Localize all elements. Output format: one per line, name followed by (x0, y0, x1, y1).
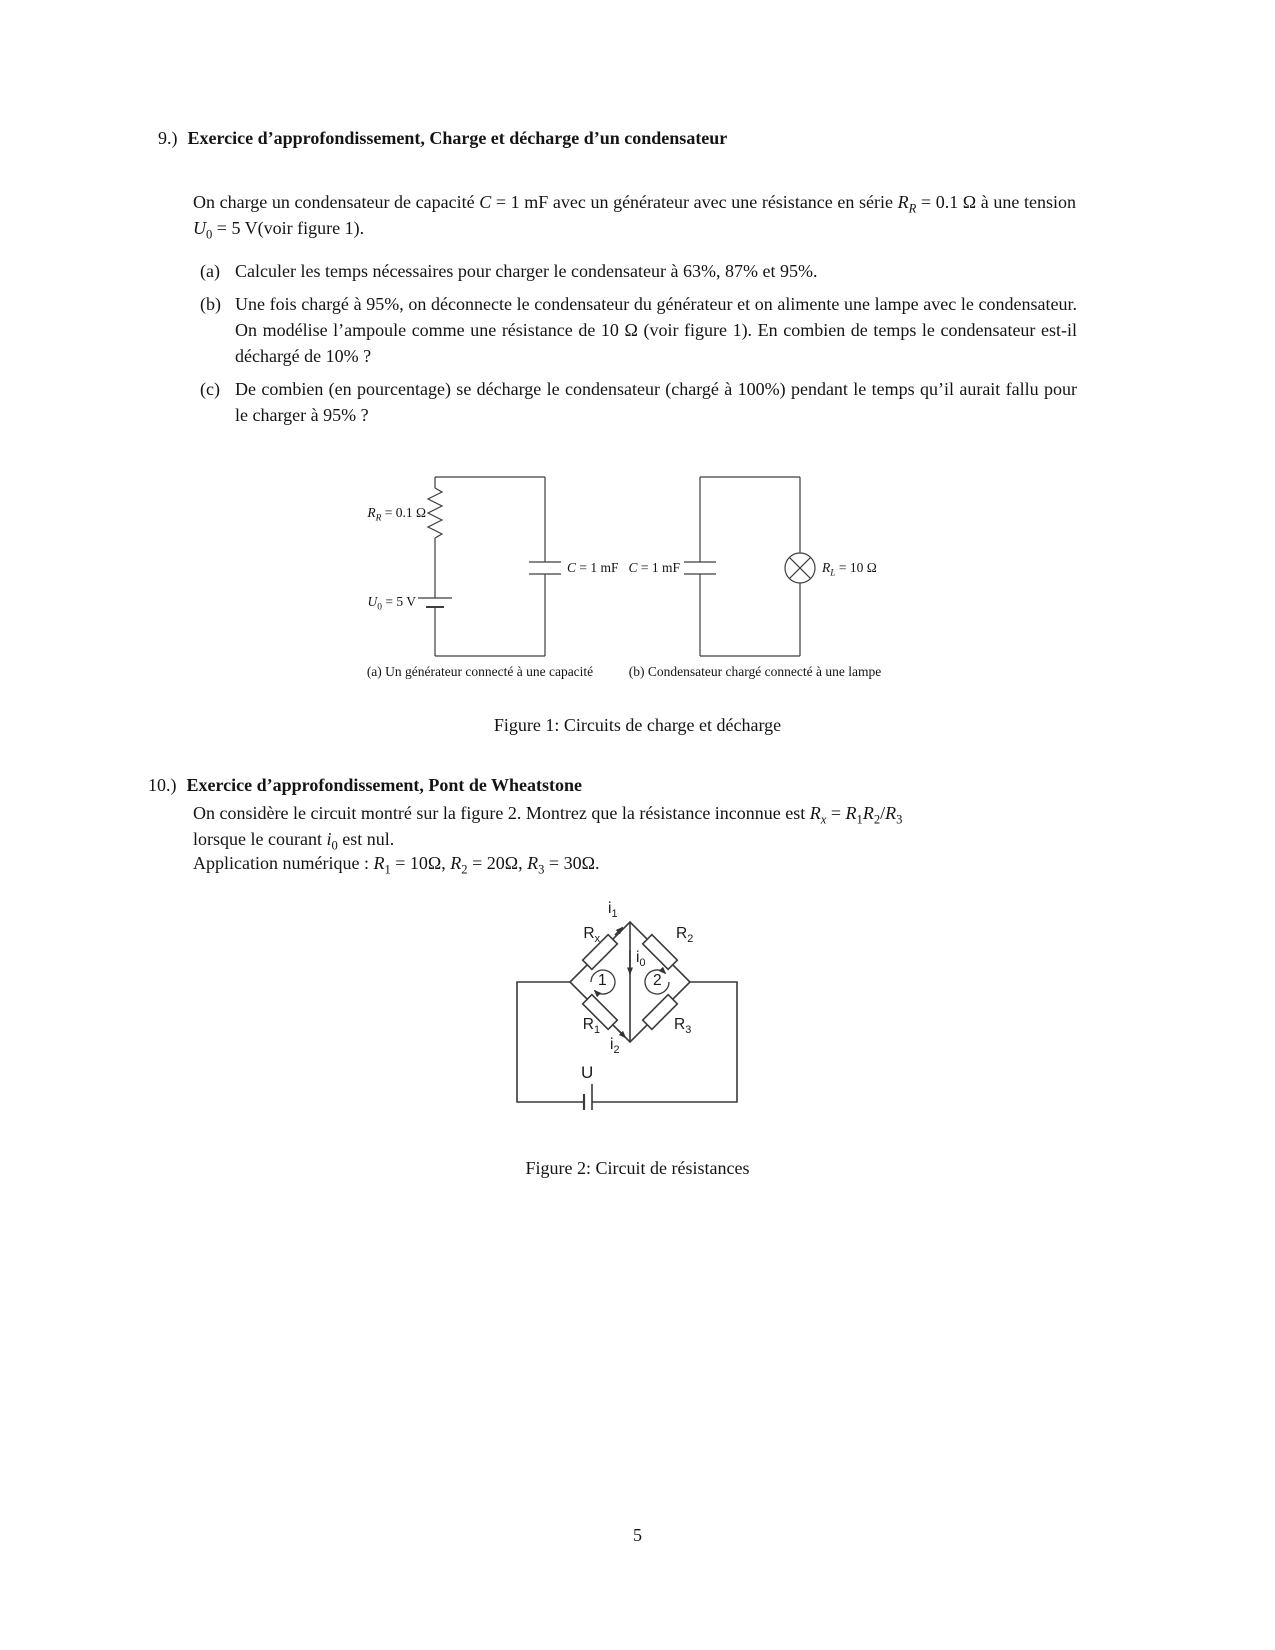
page-number: 5 (633, 1525, 642, 1545)
item-b-label: (b) (200, 294, 221, 314)
list-item-c (200, 376, 1077, 428)
mesh-loop1-label: 1 (598, 972, 607, 989)
current-i2-label: $i_2$ (610, 1036, 620, 1057)
figure1-caption: Figure 1: Circuits de charge et décharge (493, 715, 782, 735)
resistor-rx-label: $R_x$ (583, 925, 600, 946)
mesh-loop2-label: 2 (653, 972, 662, 989)
list-item-a (200, 258, 1077, 284)
resistor-r3-icon (643, 995, 678, 1030)
exercise9-intro: On charge un condensateur de capacité C = 1 mF avec un générateur avec une résistance en série $R_R = 0.1$ Ω à une tension $U_0 = 5$ V(voir figure 1). (193, 192, 1077, 242)
wheatstone-bridge-diagram (480, 860, 780, 1110)
exercise9-number: 9.) (158, 128, 178, 148)
exercise10-line1: On considère le circuit montré sur la figure 2. Montrez que la résistance inconnue est $R_x = R_1R_2/R_3$ (193, 803, 903, 827)
exercise10-line3: Application numérique : $R_1 = 10\Omega$, $R_2 = 20\Omega$, $R_3 = 30\Omega$. (193, 853, 600, 877)
resistor-r3-label: $R_3$ (674, 1016, 692, 1037)
voltage-u0-label: $U_0 = 5$ V (367, 594, 416, 613)
item-c-label: (c) (200, 379, 220, 399)
figure2-caption: Figure 2: Circuit de résistances (525, 1158, 750, 1178)
resistor-r2-label: $R_2$ (676, 925, 694, 946)
lamp-rl-label: $R_L = 10$ Ω (822, 560, 877, 579)
wire (517, 982, 584, 1102)
item-b-text: Une fois chargé à 95%, on déconnecte le condensateur du générateur et on alimente une lampe avec le condensateur. On modélise l’ampoule comme une résistance de 10 Ω (voir figure 1). En combien de temps le condensateur est-il déchargé de 10% ? (235, 294, 1077, 366)
exercise9-heading (158, 128, 727, 149)
exercise9-item-list (200, 258, 1077, 435)
item-a-text: Calculer les temps nécessaires pour charger le condensateur à 63%, 87% et 95%. (235, 261, 818, 281)
item-c-text: De combien (en pourcentage) se décharge le condensateur (chargé à 100%) pendant le temps qu’il aurait fallu pour le charger à 95% ? (235, 379, 1077, 425)
resistor-r2-icon (643, 935, 678, 970)
current-i1-label: $i_1$ (608, 900, 618, 921)
subfigure-a-caption: (a) Un générateur connecté à une capacité (366, 664, 594, 679)
capacitor-b-label: C = 1 mF (628, 560, 680, 575)
current-i0-label: $i_0$ (636, 949, 646, 970)
resistor-r1-label: $R_1$ (582, 1016, 600, 1037)
lamp-cross-icon (789, 557, 810, 578)
exercise10-number: 10.) (148, 775, 177, 795)
resistor-rr-label: $R_R = 0.1$ Ω (367, 505, 426, 524)
list-item-b (200, 291, 1077, 369)
voltage-u-label: U (581, 1063, 594, 1082)
capacitor-a-label: C = 1 mF (567, 560, 619, 575)
subfigure-b-caption: (b) Condensateur chargé connecté à une lampe (628, 664, 882, 679)
exercise10-heading (148, 775, 582, 796)
exercise10-line2: lorsque le courant $i_0$ est nul. (193, 829, 395, 853)
exercise10-title: Exercice d’approfondissement, Pont de Wheatstone (186, 775, 582, 795)
resistor-zigzag-icon (428, 488, 442, 538)
exercise9-title: Exercice d’approfondissement, Charge et décharge d’un condensateur (187, 128, 728, 148)
item-a-label: (a) (200, 261, 220, 281)
